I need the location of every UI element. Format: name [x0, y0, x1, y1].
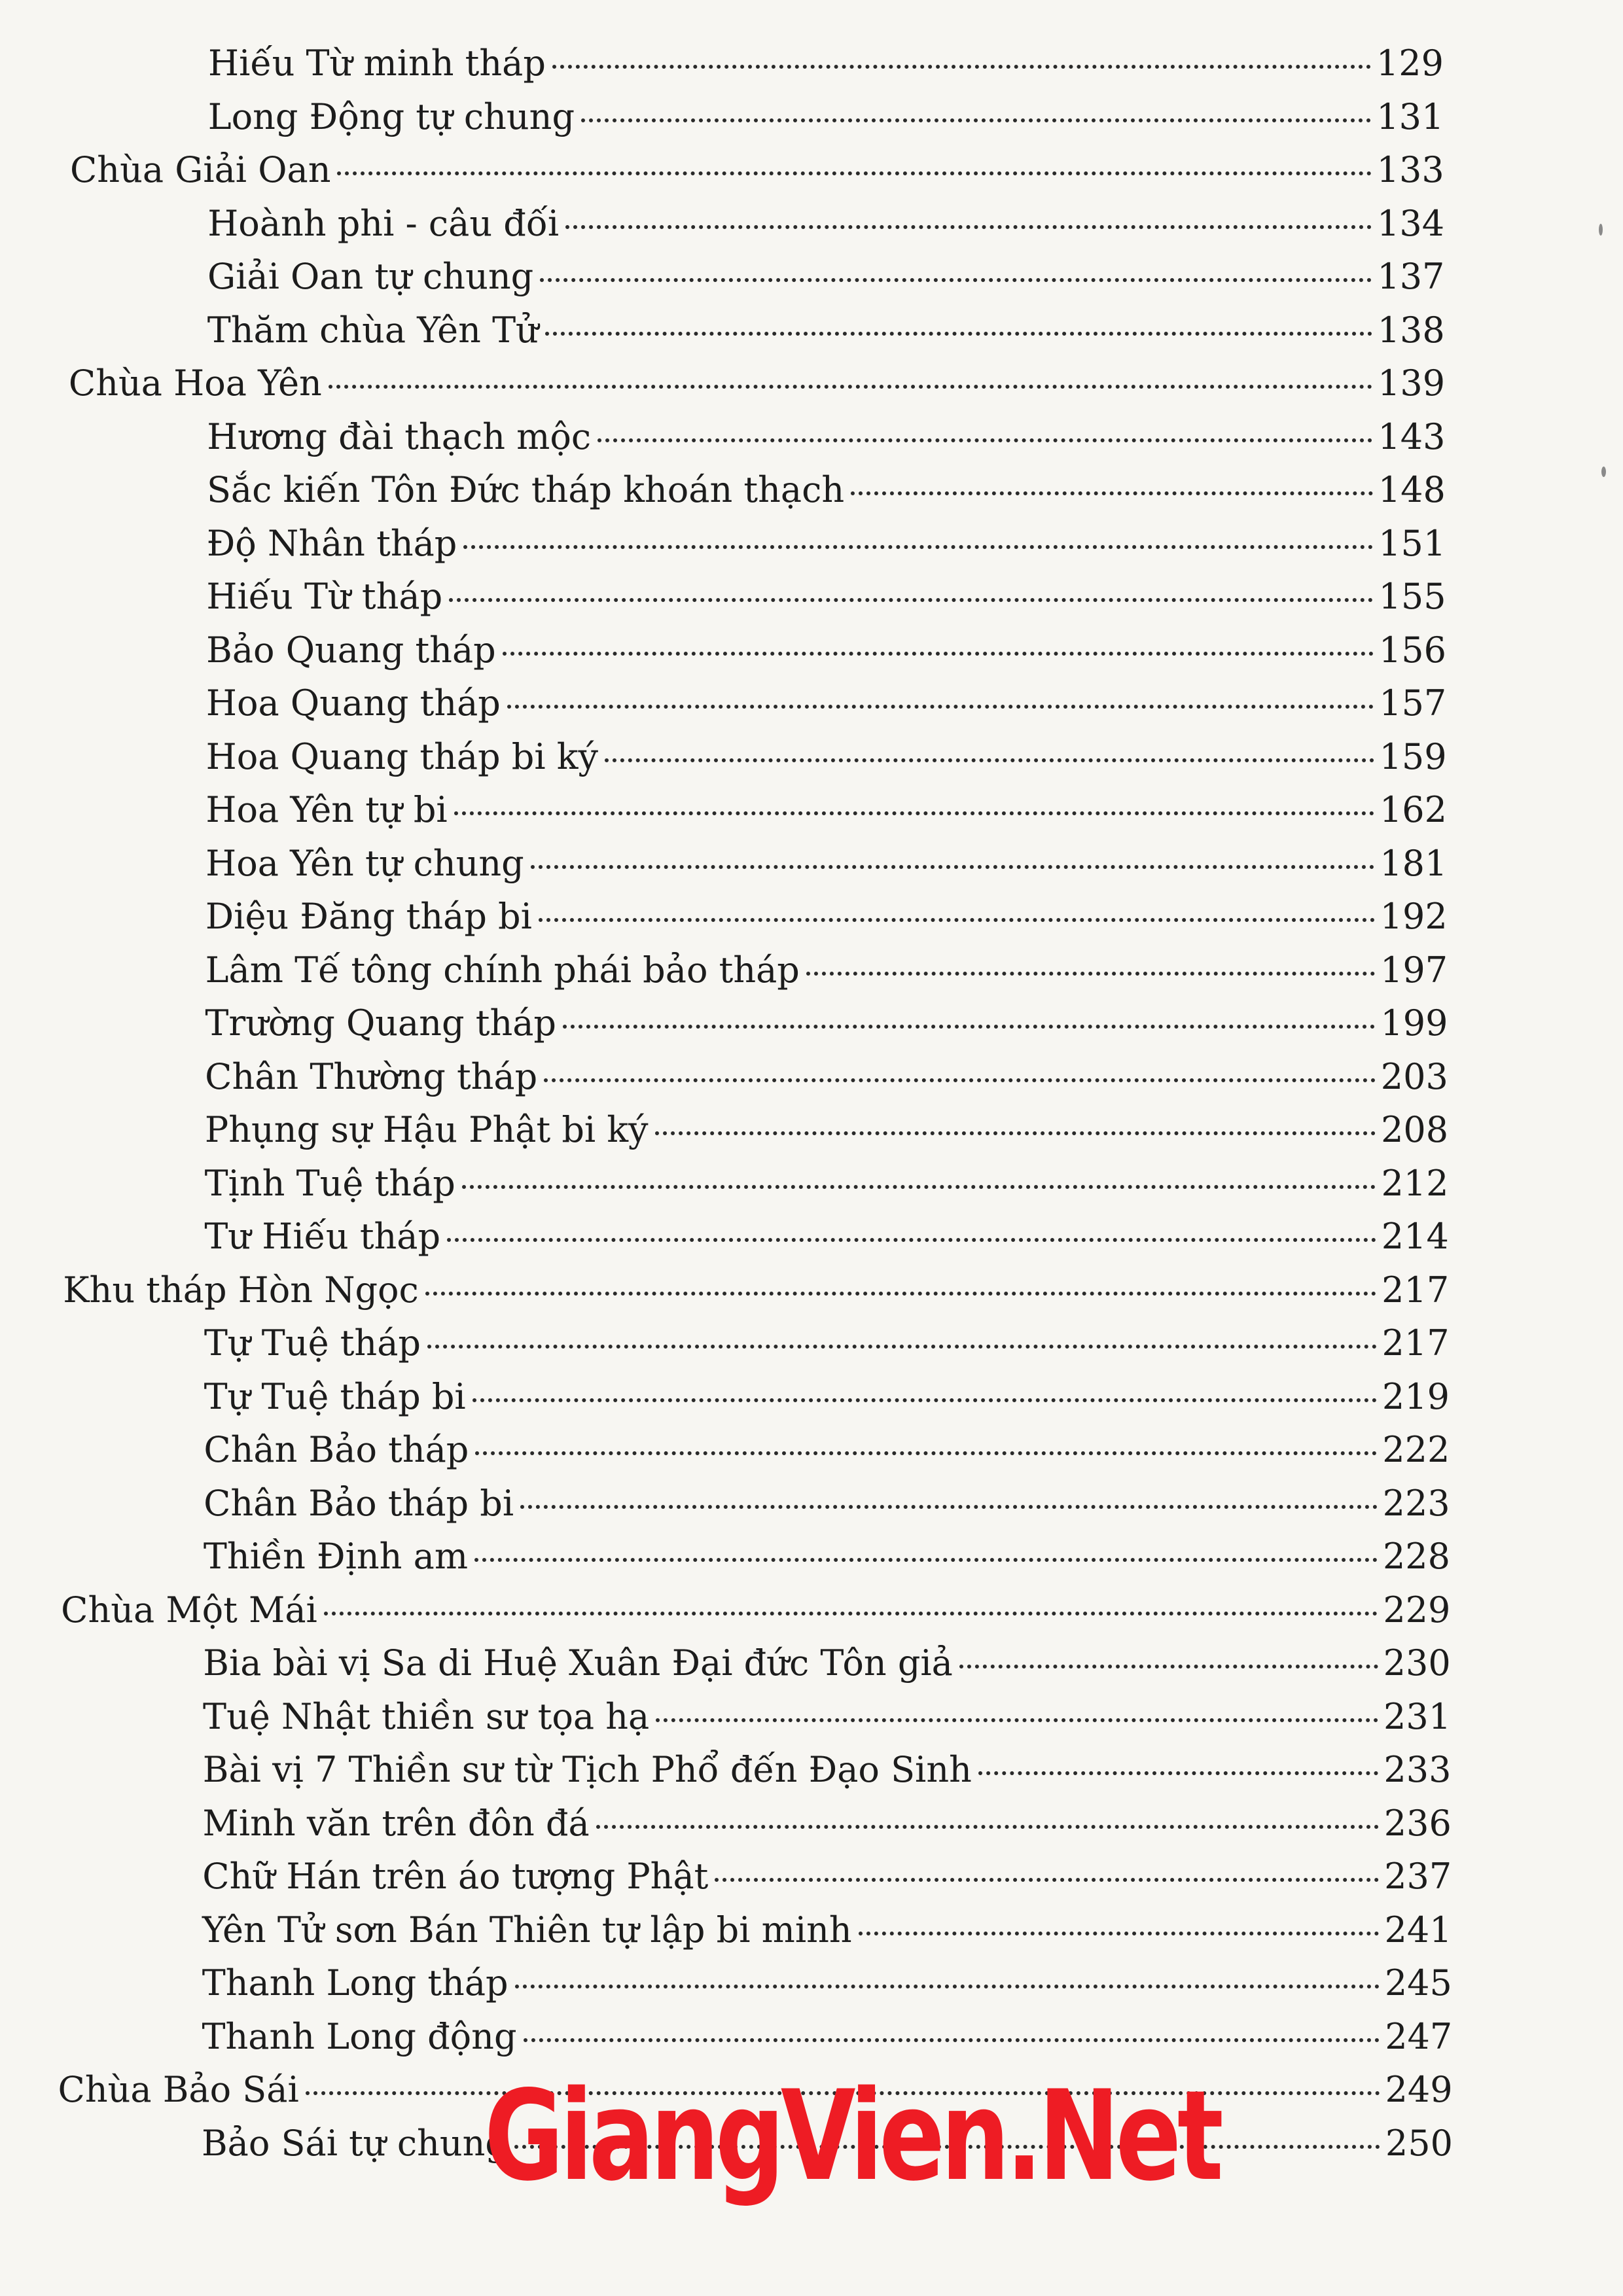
toc-entry-row[interactable] — [205, 1107, 1448, 1153]
dot-leader — [449, 598, 1373, 602]
toc-entry-title: Chân Bảo tháp bi — [204, 1482, 514, 1524]
dot-leader — [475, 1451, 1377, 1455]
toc-page-number: 212 — [1381, 1162, 1449, 1204]
scan-speck — [1599, 224, 1603, 236]
toc-section-row[interactable] — [61, 1587, 1450, 1633]
dot-leader — [563, 1025, 1375, 1029]
toc-page-number: 162 — [1379, 789, 1448, 830]
toc-entry-title: Tự Tuệ tháp — [204, 1322, 421, 1364]
toc-entry-title: Long Động tự chung — [207, 96, 575, 137]
toc-page-number: 237 — [1384, 1856, 1452, 1897]
toc-page-number: 137 — [1377, 256, 1445, 297]
toc-page-number: 230 — [1383, 1642, 1451, 1684]
toc-entry-title: Phụng sự Hậu Phật bi ký — [204, 1109, 649, 1150]
toc-entry-title: Hoa Yên tự chung — [205, 842, 524, 884]
toc-entry-row[interactable] — [207, 521, 1446, 567]
toc-page-number: 192 — [1380, 896, 1448, 937]
toc-page-number: 159 — [1379, 735, 1447, 777]
toc-page-number: 156 — [1378, 629, 1446, 671]
dot-leader — [959, 1665, 1378, 1669]
dot-leader — [474, 1558, 1378, 1562]
toc-entry-row[interactable] — [204, 1214, 1449, 1260]
toc-page-number: 203 — [1380, 1055, 1448, 1097]
toc-entry-title: Thanh Long động — [202, 2015, 517, 2057]
toc-entry-title: Bia bài vị Sa di Huệ Xuân Đại đức Tôn giả — [203, 1642, 953, 1684]
toc-page-number: 247 — [1385, 2015, 1453, 2057]
toc-entry-row[interactable] — [205, 947, 1448, 993]
toc-page-number: 155 — [1378, 576, 1446, 617]
toc-entry-title: Giải Oan tự chung — [207, 256, 534, 297]
toc-entry-row[interactable] — [207, 308, 1445, 353]
toc-entry-title: Sắc kiến Tôn Đức tháp khoán thạch — [206, 469, 845, 510]
dot-leader — [324, 1612, 1378, 1616]
toc-entry-title: Hiếu Từ tháp — [206, 576, 443, 617]
dot-leader — [462, 1185, 1376, 1189]
toc-entry-title: Chùa Hoa Yên — [68, 362, 322, 404]
toc-section-row[interactable] — [63, 1267, 1449, 1313]
toc-page-number: 214 — [1381, 1216, 1449, 1257]
toc-entry-row[interactable] — [202, 1907, 1452, 1953]
toc-page-number: 241 — [1384, 1909, 1452, 1951]
toc-entry-row[interactable] — [204, 1481, 1450, 1527]
toc-entry-row[interactable] — [204, 1374, 1450, 1420]
toc-page-number: 134 — [1376, 202, 1445, 244]
dot-leader — [605, 758, 1374, 762]
toc-entry-row[interactable] — [207, 414, 1445, 460]
dot-leader — [473, 1398, 1377, 1402]
toc-page-number: 229 — [1383, 1589, 1451, 1631]
dot-leader — [503, 652, 1374, 656]
dot-leader — [545, 332, 1372, 336]
toc-page-number: 143 — [1378, 415, 1446, 457]
toc-page-number: 231 — [1383, 1695, 1452, 1737]
toc-page-number: 157 — [1379, 682, 1447, 724]
toc-entry-row[interactable] — [202, 2014, 1453, 2060]
toc-page-number: 233 — [1383, 1749, 1452, 1790]
toc-entry-row[interactable] — [205, 1000, 1448, 1046]
toc-entry-title: Thăm chùa Yên Tử — [207, 309, 539, 351]
toc-entry-title: Hương đài thạch mộc — [207, 415, 592, 457]
dot-leader — [859, 1932, 1380, 1935]
dot-leader — [515, 1985, 1380, 1988]
toc-page-number: 217 — [1382, 1269, 1450, 1311]
dot-leader — [655, 1131, 1376, 1135]
toc-entry-title: Thanh Long tháp — [202, 1962, 508, 2004]
toc-entry-row[interactable] — [204, 1534, 1450, 1580]
toc-page-number: 236 — [1383, 1802, 1452, 1844]
toc-page-number: 245 — [1384, 1962, 1452, 2004]
toc-page-number: 139 — [1378, 362, 1446, 404]
dot-leader — [520, 1505, 1378, 1509]
toc-entry-row[interactable] — [208, 94, 1444, 140]
dot-leader — [425, 1292, 1376, 1296]
toc-page-number: 129 — [1376, 43, 1444, 84]
toc-section-row[interactable] — [70, 147, 1444, 193]
dot-leader — [978, 1771, 1379, 1775]
dot-leader — [540, 278, 1372, 282]
toc-page-number: 217 — [1382, 1322, 1450, 1364]
toc-entry-title: Minh văn trên đôn đá — [202, 1802, 590, 1844]
toc-page-number: 228 — [1382, 1536, 1451, 1577]
dot-leader — [565, 225, 1372, 229]
toc-entry-title: Chùa Bảo Sái — [58, 2069, 299, 2110]
toc-entry-title: Chân Thường tháp — [205, 1055, 538, 1097]
dot-leader — [531, 865, 1375, 869]
dot-leader — [463, 545, 1373, 549]
toc-entry-title: Khu tháp Hòn Ngọc — [63, 1269, 419, 1311]
toc-entry-row[interactable] — [204, 1320, 1450, 1366]
toc-page-number: 197 — [1380, 949, 1448, 991]
toc-entry-title: Bài vị 7 Thiền sư từ Tịch Phổ đến Đạo Sinh — [202, 1749, 972, 1790]
toc-page-number: 181 — [1380, 842, 1448, 884]
dot-leader — [552, 65, 1371, 69]
toc-section-row[interactable] — [69, 361, 1445, 406]
toc-entry-row[interactable] — [207, 201, 1444, 247]
dot-leader — [447, 1238, 1376, 1242]
dot-leader — [656, 1718, 1378, 1722]
toc-entry-row[interactable] — [204, 1427, 1450, 1473]
dot-leader — [597, 438, 1372, 442]
dot-leader — [806, 972, 1375, 976]
toc-entry-row[interactable] — [205, 1054, 1448, 1100]
toc-page-number: 222 — [1382, 1429, 1450, 1470]
toc-entry-title: Tuệ Nhật thiền sư tọa hạ — [203, 1695, 650, 1737]
toc-page-number: 148 — [1378, 469, 1446, 510]
toc-entry-row[interactable] — [208, 41, 1444, 86]
dot-leader — [507, 705, 1374, 709]
toc-entry-title: Độ Nhân tháp — [206, 522, 457, 564]
toc-entry-title: Bảo Sái tự chung — [202, 2122, 508, 2164]
toc-entry-title: Tự Tuệ tháp bi — [204, 1375, 466, 1417]
toc-entry-title: Tư Hiếu tháp — [204, 1216, 441, 1257]
dot-leader — [851, 491, 1373, 495]
toc-page-number: 138 — [1377, 309, 1445, 351]
toc-page-number: 219 — [1382, 1375, 1450, 1417]
dot-leader — [539, 918, 1375, 922]
toc-entry-row[interactable] — [205, 1161, 1449, 1207]
toc-entry-row[interactable] — [202, 1854, 1452, 1899]
dot-leader — [329, 385, 1372, 389]
toc-entry-row[interactable] — [207, 467, 1446, 513]
toc-entry-title: Hoa Quang tháp bi ký — [205, 735, 599, 777]
toc-entry-title: Chân Bảo tháp — [204, 1429, 469, 1470]
dot-leader — [427, 1345, 1377, 1349]
toc-entry-row[interactable] — [205, 894, 1448, 940]
toc-entry-row[interactable] — [203, 1640, 1450, 1686]
toc-entry-row[interactable] — [206, 574, 1446, 620]
toc-entry-title: Yên Tử sơn Bán Thiên tự lập bi minh — [202, 1909, 852, 1951]
toc-entry-title: Chùa Một Mái — [61, 1589, 317, 1631]
toc-page-number: 249 — [1385, 2069, 1453, 2110]
toc-entry-row[interactable] — [203, 1747, 1452, 1793]
toc-entry-title: Hiếu Từ minh tháp — [208, 43, 546, 84]
toc-entry-title: Hoa Quang tháp — [205, 682, 501, 724]
toc-entry-title: Trường Quang tháp — [205, 1002, 556, 1044]
toc-page-number: 133 — [1376, 149, 1444, 190]
watermark-logo: GiangVien.Net — [484, 2064, 1220, 2208]
dot-leader — [337, 171, 1371, 175]
toc-page-number: 208 — [1381, 1109, 1449, 1150]
toc-page-number: 131 — [1376, 96, 1444, 137]
toc-page-number: 199 — [1380, 1002, 1448, 1044]
dot-leader — [715, 1878, 1379, 1882]
scan-speck — [1601, 467, 1606, 477]
toc-entry-row[interactable] — [206, 627, 1446, 673]
toc-entry-title: Diệu Đăng tháp bi — [205, 896, 532, 937]
dot-leader — [581, 118, 1371, 122]
toc-entry-title: Bảo Quang tháp — [206, 629, 496, 671]
toc-page-number: 151 — [1378, 522, 1446, 564]
toc-entry-title: Hoa Yên tự bi — [205, 789, 448, 830]
toc-entry-row[interactable] — [203, 1801, 1452, 1846]
toc-entry-row[interactable] — [202, 1960, 1452, 2006]
toc-entry-row[interactable] — [207, 254, 1444, 300]
toc-entry-row[interactable] — [206, 680, 1446, 726]
toc-entry-row[interactable] — [203, 1694, 1451, 1740]
dot-leader — [454, 811, 1374, 815]
toc-entry-title: Chữ Hán trên áo tượng Phật — [202, 1856, 709, 1897]
toc-page-number: 223 — [1382, 1482, 1450, 1524]
dot-leader — [524, 2038, 1380, 2042]
toc-entry-title: Hoành phi - câu đối — [207, 202, 560, 244]
toc-entry-title: Thiền Định am — [203, 1536, 469, 1577]
toc-page-number: 250 — [1385, 2122, 1453, 2164]
toc-entry-row[interactable] — [205, 787, 1447, 833]
toc-entry-title: Tịnh Tuệ tháp — [204, 1162, 455, 1204]
dot-leader — [596, 1825, 1379, 1829]
toc-entry-row[interactable] — [205, 841, 1447, 887]
toc-entry-title: Chùa Giải Oan — [69, 149, 331, 190]
toc-entry-title: Lâm Tế tông chính phái bảo tháp — [205, 949, 800, 991]
dot-leader — [544, 1078, 1376, 1082]
toc-entry-row[interactable] — [206, 734, 1447, 780]
